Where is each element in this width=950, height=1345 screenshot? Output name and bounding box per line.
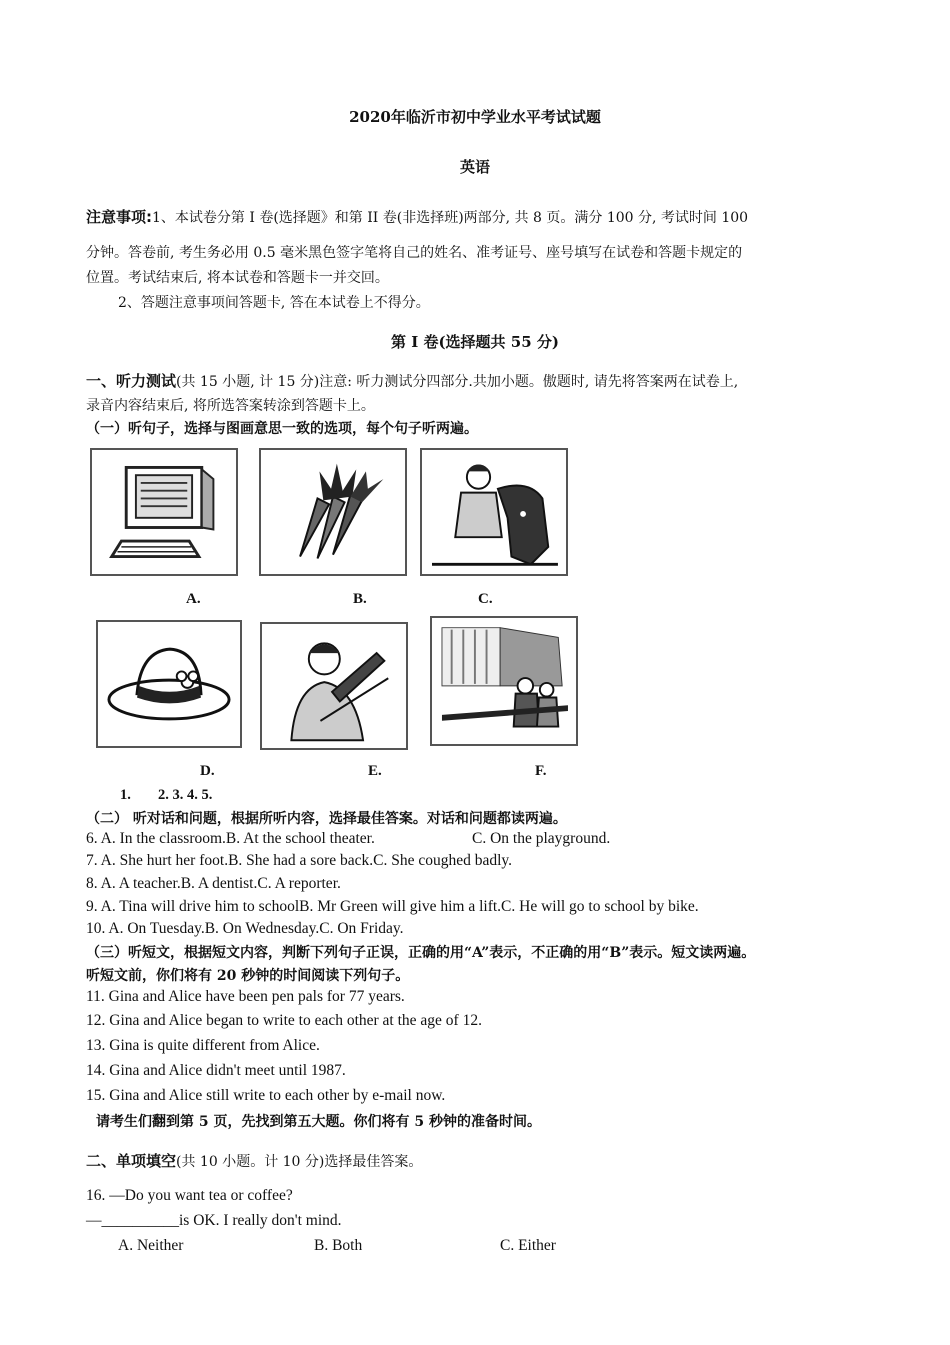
question-10: 10. A. On Tuesday.B. On Wednesday.C. On Friday. bbox=[86, 920, 404, 937]
picture-d-label: D. bbox=[200, 763, 215, 779]
question-6-option-c: C. On the playground. bbox=[472, 830, 611, 847]
section-one-rest: (共 15 小题, 计 15 分)注意: 听力测试分四部分.共加小题。傲题时, 请先将答案两在试卷上, bbox=[176, 374, 739, 390]
preparation-note: 请考生们翻到第 5 页，先找到第五大题。你们将有 5 秒钟的准备时间。 bbox=[96, 1114, 541, 1130]
question-8: 8. A. A teacher.B. A dentist.C. A reporter. bbox=[86, 875, 341, 892]
notice-text-1: 1、本试卷分第 I 卷(选择题》和第 II 卷(非选择班)两部分, 共 8 页。满分 100 分, 考试时间 100 bbox=[152, 210, 749, 226]
section-one-heading bbox=[86, 370, 738, 391]
listening-part-3-line-2: 听短文前，你们将有 20 秒钟的时间阅读下列句子。 bbox=[86, 968, 410, 984]
section-two-heading bbox=[86, 1150, 422, 1171]
page-title: 2020年临沂市初中学业水平考试试题 bbox=[349, 108, 601, 126]
notice-label: 注意事项: bbox=[86, 208, 152, 226]
question-16-option-a: A. Neither bbox=[118, 1237, 184, 1254]
carrots-icon bbox=[261, 450, 405, 574]
question-numbers-a: 1. bbox=[120, 787, 131, 803]
question-6: 6. A. In the classroom.B. At the school theater. bbox=[86, 830, 375, 847]
picture-b-label: B. bbox=[353, 591, 367, 607]
question-16-option-c: C. Either bbox=[500, 1237, 556, 1254]
question-15: 15. Gina and Alice still write to each other by e-mail now. bbox=[86, 1087, 446, 1104]
waterfall-icon bbox=[432, 618, 576, 744]
picture-e bbox=[260, 622, 408, 750]
picture-b bbox=[259, 448, 407, 576]
question-16: 16. —Do you want tea or coffee? bbox=[86, 1187, 293, 1204]
question-13: 13. Gina is quite different from Alice. bbox=[86, 1037, 320, 1054]
picture-a-label: A. bbox=[186, 591, 201, 607]
listening-part-2: （二） 听对话和问题，根据所听内容，选择最佳答案。对话和问题都读两遍。 bbox=[86, 811, 567, 827]
violin-player-icon bbox=[262, 624, 406, 748]
question-7: 7. A. She hurt her foot.B. She had a sore back.C. She coughed badly. bbox=[86, 852, 513, 869]
picture-e-label: E. bbox=[368, 763, 382, 779]
notice-line-2: 分钟。答卷前, 考生务必用 0.5 毫米黑色签字笔将自己的姓名、准考证号、座号填写在试卷和答题卡规定的 bbox=[86, 245, 743, 261]
picture-d bbox=[96, 620, 242, 748]
question-9: 9. A. Tina will drive him to schoolB. Mr Green will give him a lift.C. He will go to school by bike. bbox=[86, 898, 699, 915]
hat-icon bbox=[98, 622, 240, 746]
listening-part-1: （一）听句子，选择与图画意思一致的选项，每个句子听两遍。 bbox=[86, 421, 478, 437]
picture-a bbox=[90, 448, 238, 576]
section-one-label: 一、听力测试 bbox=[86, 372, 177, 390]
computer-icon bbox=[92, 450, 236, 574]
picture-c bbox=[420, 448, 568, 576]
question-16-option-b: B. Both bbox=[314, 1237, 363, 1254]
notice-line-4: 2、答题注意事项间答题卡, 答在本试卷上不得分。 bbox=[118, 295, 430, 311]
question-12: 12. Gina and Alice began to write to each other at the age of 12. bbox=[86, 1012, 482, 1029]
question-11: 11. Gina and Alice have been pen pals for 77 years. bbox=[86, 988, 405, 1005]
section-two-rest: (共 10 小题。计 10 分)选择最佳答案。 bbox=[176, 1154, 423, 1170]
notice-line-3: 位置。考试结束后, 将本试卷和答题卡一并交回。 bbox=[86, 270, 389, 286]
section-two-label: 二、单项填空 bbox=[86, 1152, 177, 1170]
horse-rider-icon bbox=[422, 450, 566, 574]
section-one-line-2: 录音内容结束后, 将所选答案转涂到答题卡上。 bbox=[86, 398, 375, 414]
listening-part-3-line-1: （三）听短文，根据短文内容，判断下列句子正误，正确的用“A”表示，不正确的用“B”表示。短文读两遍。 bbox=[86, 945, 756, 961]
question-14: 14. Gina and Alice didn't meet until 1987. bbox=[86, 1062, 346, 1079]
picture-f-label: F. bbox=[535, 763, 547, 779]
question-16-blank: —__________is OK. I really don't mind. bbox=[86, 1212, 342, 1229]
picture-f bbox=[430, 616, 578, 746]
question-numbers-b: 2. 3. 4. 5. bbox=[158, 787, 213, 803]
notice-line-1 bbox=[86, 206, 748, 227]
part-one-title: 第 I 卷(选择题共 55 分) bbox=[391, 333, 559, 351]
subject-title: 英语 bbox=[459, 158, 490, 176]
picture-c-label: C. bbox=[478, 591, 493, 607]
